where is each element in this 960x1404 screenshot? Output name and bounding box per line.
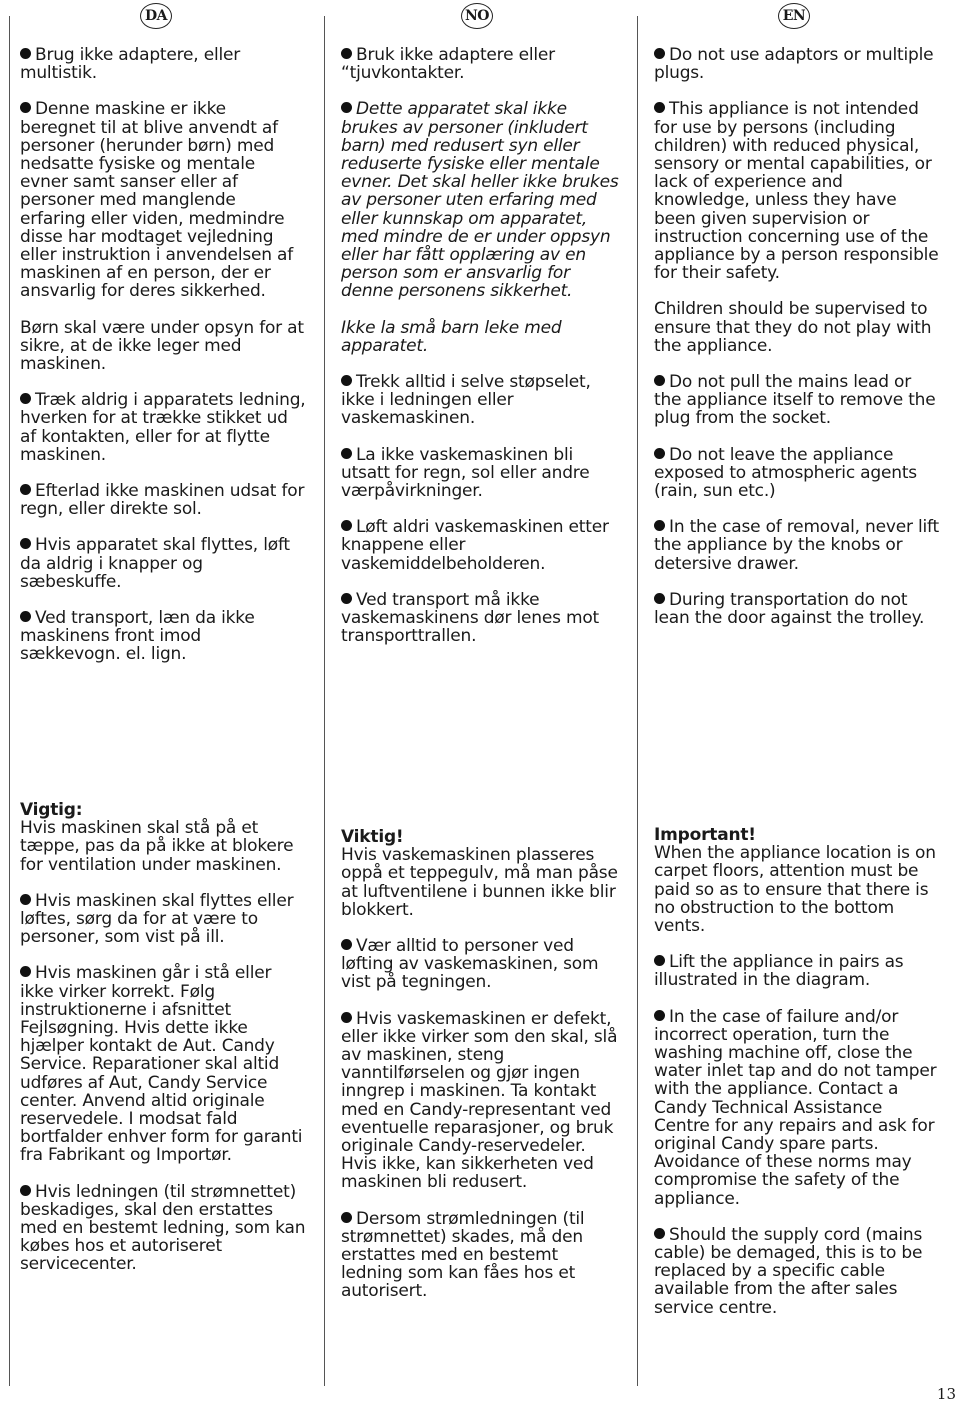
da-item-removal: Hvis apparatet skal flyttes, løft da aldrig i knapper og sæbeskuffe. xyxy=(20,535,290,592)
en-item-intended-use: This appliance is not intended for use by persons (including children) with reduced physical, sensory or mental capabilities, or lack of experience and knowledge, unless they have been given supervision or instruction concerning use of the appliance by a person responsible for their safety. xyxy=(654,99,939,284)
da-item-adapters: Brug ikke adaptere, eller multistik. xyxy=(20,45,241,84)
bullet-icon xyxy=(341,448,352,459)
en-item-transport: During transportation do not lean the door against the trolley. xyxy=(654,589,925,629)
bullet-icon xyxy=(20,611,31,622)
language-badge-da: DA xyxy=(140,3,172,29)
en-important-title: Important! xyxy=(654,825,756,845)
bullet-icon xyxy=(654,520,665,531)
column-en xyxy=(654,0,942,1380)
bullet-icon xyxy=(654,102,665,113)
bullet-icon xyxy=(654,955,665,966)
da-item-failure: Hvis maskinen går i stå eller ikke virker korrekt. Følg instruktionerne i afsnittet Fejlsøgning. Hvis dette ikke hjælper kontakt de Aut. Candy Service. Reparationer skal altid udføres af Aut, Candy Service center. Anvend altid originale reservedele. I modsat fald bortfalder enhver form for garanti fra Fabrikant og Importør. xyxy=(20,963,303,1166)
no-item-adapters: Bruk ikke adaptere eller “tjuvkontakter. xyxy=(341,45,555,84)
da-item-children: Børn skal være under opsyn for at sikre, at de ikke leger med maskinen. xyxy=(20,317,304,375)
no-item-weather: La ikke vaskemaskinen bli utsatt for regn, sol eller andre værpåvirkninger. xyxy=(341,444,590,502)
bullet-icon xyxy=(20,538,31,549)
bullet-icon xyxy=(654,593,665,604)
column-da xyxy=(20,0,306,1380)
no-item-mains-lead: Trekk alltid i selve støpselet, ikke i ledningen eller vaskemaskinen. xyxy=(341,372,591,429)
no-important-title: Viktig! xyxy=(341,827,404,847)
bullet-icon xyxy=(341,520,352,531)
bullet-icon xyxy=(20,393,31,404)
bullet-icon xyxy=(341,593,352,604)
en-item-supply-cord: Should the supply cord (mains cable) be demaged, this is to be replaced by a specific cable available from the after sales service centre. xyxy=(654,1224,923,1318)
no-item-lift-pairs: Vær alltid to personer ved løfting av vaskemaskinen, som vist på tegningen. xyxy=(341,936,599,993)
bullet-icon xyxy=(654,448,665,459)
language-badge-en: EN xyxy=(778,3,810,29)
column-no xyxy=(341,0,621,1380)
no-item-children: Ikke la små barn leke med apparatet. xyxy=(341,317,562,356)
da-item-weather: Efterlad ikke maskinen udsat for regn, eller direkte sol. xyxy=(20,481,305,520)
bullet-icon xyxy=(341,1012,352,1023)
column-divider-left xyxy=(9,16,10,1386)
bullet-icon xyxy=(654,1228,665,1239)
da-item-mains-lead: Træk aldrig i apparatets ledning, hverken for at trække stikket ud af kontakten, eller for at flytte maskinen. xyxy=(20,390,306,465)
bullet-icon xyxy=(341,48,352,59)
no-important-section xyxy=(341,828,621,1319)
da-item-supply-cord: Hvis ledningen (til strømnettet) beskadiges, skal den erstattes med en bestemt ledning, som kan købes hos et autoriseret servicecenter. xyxy=(20,1181,306,1275)
bullet-icon xyxy=(20,484,31,495)
no-item-removal: Løft aldri vaskemaskinen etter knappene eller vaskemiddelbeholderen. xyxy=(341,517,609,574)
en-item-mains-lead: Do not pull the mains lead or the appliance itself to remove the plug from the socket. xyxy=(654,372,936,429)
bullet-icon xyxy=(341,939,352,950)
bullet-icon xyxy=(20,1185,31,1196)
da-item-transport: Ved transport, læn da ikke maskinens front imod sækkevogn. el. lign. xyxy=(20,608,255,665)
no-item-carpet: Hvis vaskemaskinen plasseres oppå et teppegulv, må man påse at luftventilene i bunnen ikke blir blokkert. xyxy=(341,845,618,920)
page-number: 13 xyxy=(936,1385,956,1403)
bullet-icon xyxy=(20,966,31,977)
en-item-adapters: Do not use adaptors or multiple plugs. xyxy=(654,45,934,84)
column-divider-da-no xyxy=(324,16,325,1386)
en-item-lift-pairs: Lift the appliance in pairs as illustrated in the diagram. xyxy=(654,952,904,991)
da-safety-list xyxy=(20,46,306,682)
da-important-section xyxy=(20,801,306,1292)
da-item-carpet: Hvis maskinen skal stå på et tæppe, pas da på ikke at blokere for ventilation under maskinen. xyxy=(20,818,294,875)
no-item-failure: Hvis vaskemaskinen er defekt, eller ikke virker som den skal, slå av maskinen, steng vanntilførselen og gjør ingen inngrep i maskinen. Ta kontakt med en Candy-representant ved eventuelle reparasjoner, og bruk originale Candy-reservedeler. Hvis ikke, kan sikkerheten ved maskinen bli redusert. xyxy=(341,1008,618,1193)
bullet-icon xyxy=(341,375,352,386)
en-item-removal: In the case of removal, never lift the appliance by the knobs or detersive drawer. xyxy=(654,517,939,574)
bullet-icon xyxy=(654,375,665,386)
en-item-carpet: When the appliance location is on carpet floors, attention must be paid so as to ensure that there is no obstruction to the bottom vents. xyxy=(654,843,936,937)
da-item-intended-use: Denne maskine er ikke beregnet til at blive anvendt af personer (herunder børn) med nedsatte fysiske og mentale evner samt sanser eller af personer med manglende erfaring eller viden, medmindre disse har modtaget vejledning eller instruktion i anvendelsen af maskinen af en person, der er ansvarlig for deres sikkerhed. xyxy=(20,99,294,302)
bullet-icon xyxy=(20,48,31,59)
bullet-icon xyxy=(20,102,31,113)
no-item-transport: Ved transport må ikke vaskemaskinens dør lenes mot transporttrallen. xyxy=(341,589,599,647)
bullet-icon xyxy=(654,1010,665,1021)
en-safety-list xyxy=(654,46,942,645)
en-item-failure: In the case of failure and/or incorrect operation, turn the washing machine off, close the water inlet tap and do not tamper with the appliance. Contact a Candy Technical Assistance Centre for any repairs and ask for original Candy spare parts. Avoidance of these norms may compromise the safety of the appliance. xyxy=(654,1006,937,1209)
no-safety-list xyxy=(341,46,621,663)
bullet-icon xyxy=(654,48,665,59)
column-divider-no-en xyxy=(637,16,638,1386)
en-item-weather: Do not leave the appliance exposed to atmospheric agents (rain, sun etc.) xyxy=(654,444,917,502)
da-important-title: Vigtig: xyxy=(20,800,83,820)
bullet-icon xyxy=(341,1212,352,1223)
en-important-section xyxy=(654,826,942,1335)
da-item-lift-pairs: Hvis maskinen skal flyttes eller løftes, sørg da for at være to personer, som vist på ill. xyxy=(20,890,294,948)
en-item-children: Children should be supervised to ensure that they do not play with the appliance. xyxy=(654,299,932,356)
no-item-supply-cord: Dersom strømledningen (til strømnettet) skades, må den erstattes med en bestemt ledning som kan fåes hos et autorisert. xyxy=(341,1208,585,1302)
bullet-icon xyxy=(20,894,31,905)
no-item-intended-use: Dette apparatet skal ikke brukes av personer (inkludert barn) med redusert syn eller reduserte fysiske eller mentale evner. Det skal heller ikke brukes av personer uten erfaring med eller kunnskap om apparatet, med mindre de er under oppsyn eller har fått opplæring av en person som er ansvarlig for denne personens sikkerhet. xyxy=(341,99,619,302)
language-badge-no: NO xyxy=(461,3,493,29)
bullet-icon xyxy=(341,102,352,113)
